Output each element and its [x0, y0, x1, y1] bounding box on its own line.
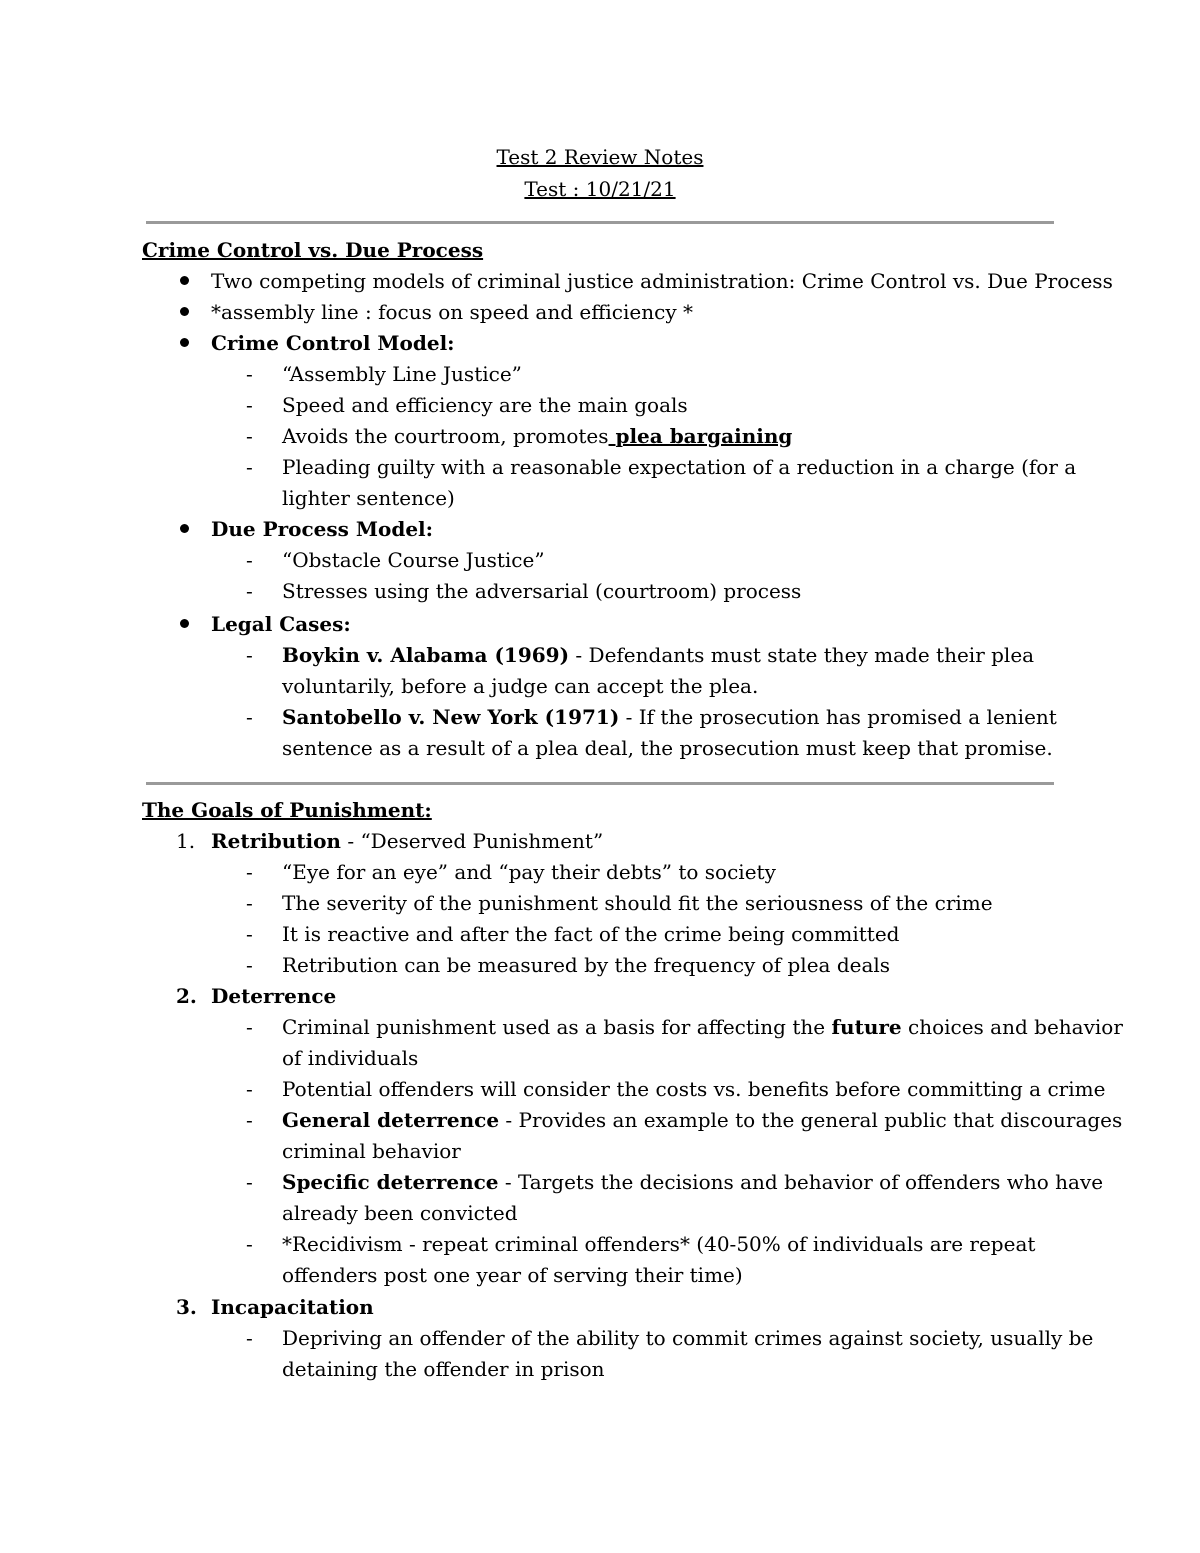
list-item: The severity of the punishment should fit the seriousness of the crime [282, 891, 993, 915]
dash-marker: - [246, 1015, 253, 1039]
section-heading-goals-of-punishment: The Goals of Punishment: [142, 798, 432, 822]
plea-bargaining-term: plea bargaining [608, 424, 793, 448]
retribution-suffix: - “Deserved Punishment” [340, 829, 604, 853]
retribution-label: Retribution [211, 829, 341, 853]
list-item: *Recidivism - repeat criminal offenders* (40-50% of individuals are repeat [282, 1232, 1036, 1256]
list-item [282, 1170, 1103, 1194]
legal-case-boykin [282, 643, 1034, 667]
list-item-text: - Provides an example to the general public that discourages [499, 1108, 1123, 1132]
list-item: Potential offenders will consider the costs vs. benefits before committing a crime [282, 1077, 1106, 1101]
case-name: Boykin v. Alabama (1969) [282, 643, 570, 667]
dash-marker: - [246, 1108, 253, 1132]
list-item: “Obstacle Course Justice” [282, 548, 545, 572]
general-deterrence-term: General deterrence [282, 1108, 500, 1132]
list-item-continuation: detaining the offender in prison [282, 1357, 605, 1381]
dash-marker: - [246, 1170, 253, 1194]
dash-marker: - [246, 424, 253, 448]
bullet-icon [180, 338, 189, 347]
bullet-icon [180, 276, 189, 285]
bullet-icon [180, 619, 189, 628]
list-item: “Eye for an eye” and “pay their debts” to society [282, 860, 776, 884]
dash-marker: - [246, 1326, 253, 1350]
list-item-continuation: already been convicted [282, 1201, 518, 1225]
legal-case-santobello [282, 705, 1057, 729]
bullet-text: Two competing models of criminal justice administration: Crime Control vs. Due Process [211, 269, 1113, 293]
case-description: - If the prosecution has promised a lenient [619, 705, 1057, 729]
section-heading-crime-control: Crime Control vs. Due Process [142, 238, 484, 262]
dash-marker: - [246, 579, 253, 603]
case-name: Santobello v. New York (1971) [282, 705, 620, 729]
list-item: Pleading guilty with a reasonable expectation of a reduction in a charge (for a [282, 455, 1077, 479]
due-process-model-label: Due Process Model: [211, 517, 434, 541]
list-item: Depriving an offender of the ability to commit crimes against society, usually be [282, 1326, 1094, 1350]
list-item: It is reactive and after the fact of the crime being committed [282, 922, 900, 946]
test-date: Test : 10/21/21 [524, 177, 676, 201]
dash-marker: - [246, 1232, 253, 1256]
list-item: Speed and efficiency are the main goals [282, 393, 688, 417]
list-item-continuation: voluntarily, before a judge can accept the plea. [282, 674, 759, 698]
list-number: 2. [176, 984, 197, 1008]
list-item-text: Avoids the courtroom, promotes [282, 424, 609, 448]
dash-marker: - [246, 860, 253, 884]
divider-top [146, 221, 1054, 224]
dash-marker: - [246, 922, 253, 946]
list-item-text: - Targets the decisions and behavior of offenders who have [498, 1170, 1104, 1194]
case-description: - Defendants must state they made their plea [569, 643, 1035, 667]
document-title: Test 2 Review Notes [496, 145, 704, 169]
dash-marker: - [246, 393, 253, 417]
dash-marker: - [246, 1077, 253, 1101]
list-item-text: Criminal punishment used as a basis for affecting the [282, 1015, 832, 1039]
list-item-continuation: of individuals [282, 1046, 419, 1070]
list-item: Stresses using the adversarial (courtroom) process [282, 579, 802, 603]
dash-marker: - [246, 362, 253, 386]
crime-control-model-label: Crime Control Model: [211, 331, 455, 355]
list-item: “Assembly Line Justice” [282, 362, 522, 386]
incapacitation-label: Incapacitation [211, 1295, 374, 1319]
list-number: 3. [176, 1295, 197, 1319]
dash-marker: - [246, 455, 253, 479]
bullet-text: *assembly line : focus on speed and efficiency * [211, 300, 693, 324]
list-item-continuation: offenders post one year of serving their time) [282, 1263, 743, 1287]
dash-marker: - [246, 548, 253, 572]
list-item [282, 1108, 1122, 1132]
deterrence-label: Deterrence [211, 984, 337, 1008]
divider-middle [146, 782, 1054, 785]
specific-deterrence-term: Specific deterrence [282, 1170, 499, 1194]
list-item [282, 1015, 1123, 1039]
future-term: future [831, 1015, 902, 1039]
legal-cases-label: Legal Cases: [211, 612, 351, 636]
dash-marker: - [246, 643, 253, 667]
list-item-text: choices and behavior [901, 1015, 1123, 1039]
list-item [282, 424, 792, 448]
list-item: Retribution can be measured by the frequency of plea deals [282, 953, 891, 977]
list-number: 1. [176, 829, 196, 853]
dash-marker: - [246, 705, 253, 729]
list-item-continuation: sentence as a result of a plea deal, the prosecution must keep that promise. [282, 736, 1053, 760]
dash-marker: - [246, 953, 253, 977]
list-item-continuation: criminal behavior [282, 1139, 461, 1163]
retribution-heading [211, 829, 603, 853]
list-item-continuation: lighter sentence) [282, 486, 455, 510]
bullet-icon [180, 524, 189, 533]
bullet-icon [180, 307, 189, 316]
dash-marker: - [246, 891, 253, 915]
